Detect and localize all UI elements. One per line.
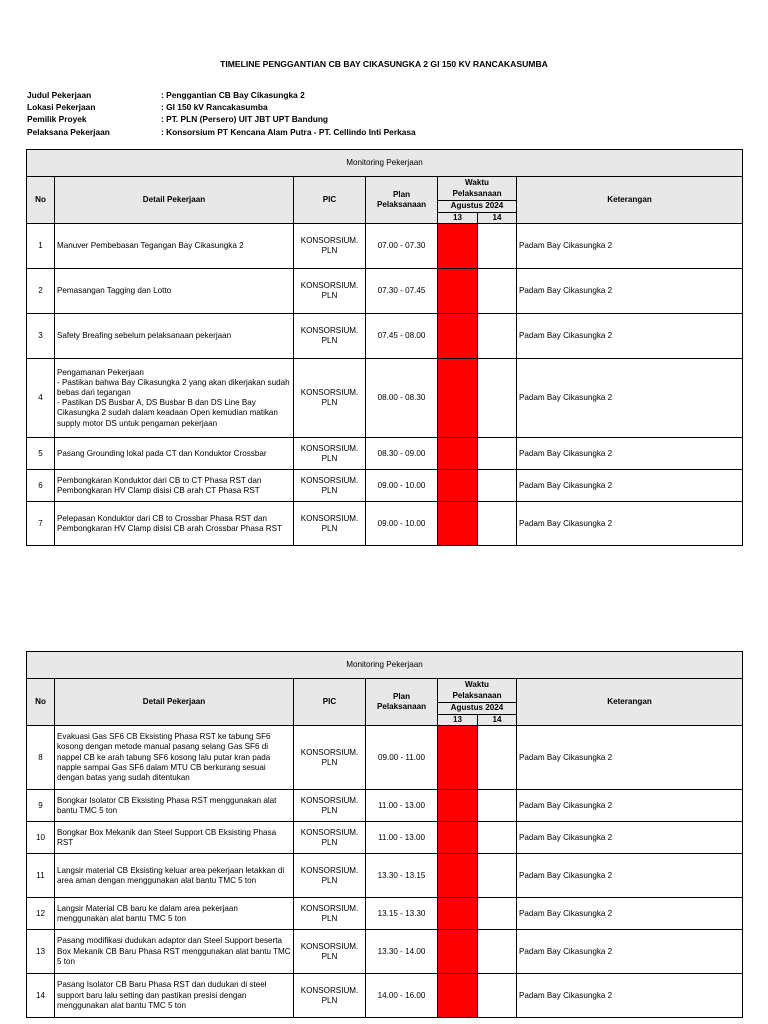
row-detail: Bongkar Box Mekanik dan Steel Support CB Eksisting Phasa RST — [55, 822, 294, 854]
timeline-cell-day-14 — [478, 359, 517, 438]
row-plan: 11.00 - 13.00 — [366, 790, 438, 822]
timeline-bar-day-13 — [438, 470, 478, 502]
row-no: 10 — [27, 822, 55, 854]
timeline-bar-day-13 — [438, 224, 478, 269]
table-row — [27, 438, 743, 470]
row-no: 6 — [27, 470, 55, 502]
project-info-label: Judul Pekerjaan — [27, 90, 92, 100]
row-plan: 09.00 - 10.00 — [366, 502, 438, 546]
row-detail: Pasang modifikasi dudukan adaptor dan Steel Support beserta Box Mekanik CB Baru Phasa RST menggunakan alat bantu TMC 5 ton — [55, 930, 294, 974]
row-no: 1 — [27, 224, 55, 269]
row-detail: Langsir Material CB baru ke dalam area pekerjaan menggunakan alat bantu TMC 5 ton — [55, 898, 294, 930]
project-info-row — [27, 126, 416, 138]
row-detail: Pasang Grounding lokal pada CT dan Konduktor Crossbar — [55, 438, 294, 470]
timeline-bar-day-13 — [438, 314, 478, 359]
table-row — [27, 224, 743, 269]
row-plan: 14.00 - 16.00 — [366, 974, 438, 1018]
monitoring-table-2 — [26, 651, 743, 1018]
row-detail: Pasang Isolator CB Baru Phasa RST dan dudukan di steel support baru lalu setting dan pastikan presisi dengan menggunakan alat bantu TMC 5 ton — [55, 974, 294, 1018]
row-plan: 08.30 - 09.00 — [366, 438, 438, 470]
timeline-cell-day-14 — [478, 502, 517, 546]
table-row — [27, 269, 743, 314]
row-detail: Pemasangan Tagging dan Lotto — [55, 269, 294, 314]
col-header-no: No — [27, 679, 55, 726]
row-no: 7 — [27, 502, 55, 546]
col-header-detail: Detail Pekerjaan — [55, 679, 294, 726]
row-keterangan: Padam Bay Cikasungka 2 — [517, 359, 743, 438]
row-plan: 13.15 - 13.30 — [366, 898, 438, 930]
col-header-month: Agustus 2024 — [438, 703, 517, 715]
row-pic: KONSORSIUM. PLN — [294, 438, 366, 470]
row-no: 8 — [27, 726, 55, 790]
monitoring-table-1 — [26, 149, 743, 546]
header-row — [27, 177, 743, 201]
row-keterangan: Padam Bay Cikasungka 2 — [517, 898, 743, 930]
timeline-cell-day-14 — [478, 314, 517, 359]
timeline-bar-day-13 — [438, 822, 478, 854]
col-header-plan: Plan Pelaksanaan — [366, 177, 438, 224]
col-header-month: Agustus 2024 — [438, 201, 517, 213]
timeline-cell-day-14 — [478, 224, 517, 269]
header-title-row — [27, 652, 743, 679]
row-pic: KONSORSIUM. PLN — [294, 974, 366, 1018]
col-header-no: No — [27, 177, 55, 224]
row-keterangan: Padam Bay Cikasungka 2 — [517, 438, 743, 470]
row-no: 12 — [27, 898, 55, 930]
project-info-value: : GI 150 kV Rancakasumba — [161, 102, 268, 113]
timeline-cell-day-14 — [478, 974, 517, 1018]
timeline-bar-day-13 — [438, 269, 478, 314]
row-pic: KONSORSIUM. PLN — [294, 822, 366, 854]
row-detail: Bongkar Isolator CB Eksisting Phasa RST menggunakan alat bantu TMC 5 ton — [55, 790, 294, 822]
table-row — [27, 822, 743, 854]
col-header-waktu: Waktu Pelaksanaan — [438, 177, 517, 201]
timeline-bar-day-13 — [438, 502, 478, 546]
timeline-cell-day-14 — [478, 930, 517, 974]
table-row — [27, 726, 743, 790]
row-no: 4 — [27, 359, 55, 438]
project-info-row — [27, 113, 416, 125]
col-header-plan: Plan Pelaksanaan — [366, 679, 438, 726]
project-info-row — [27, 89, 416, 101]
header-title-row — [27, 150, 743, 177]
row-keterangan: Padam Bay Cikasungka 2 — [517, 269, 743, 314]
row-plan: 11.00 - 13.00 — [366, 822, 438, 854]
table-header-title: Monitoring Pekerjaan — [27, 652, 743, 679]
col-header-waktu: Waktu Pelaksanaan — [438, 679, 517, 703]
row-pic: KONSORSIUM. PLN — [294, 790, 366, 822]
timeline-bar-day-13 — [438, 726, 478, 790]
row-plan: 08.00 - 08.30 — [366, 359, 438, 438]
row-detail: Langsir material CB Eksisting keluar area pekerjaan letakkan di area aman dengan menggunakan alat bantu TMC 5 ton — [55, 854, 294, 898]
row-detail: Evakuasi Gas SF6 CB Eksisting Phasa RST ke tabung SF6 kosong dengan metode manual pasang selang Gas SF6 di nappel CB ke arah tabung SF6 kosong lalu putar kran pada napple sampai Gas SF6 dalam MTU CB berkurang sesuai dengan batas yang sudah ditentukan — [55, 726, 294, 790]
row-plan: 13.30 - 14.00 — [366, 930, 438, 974]
header-row — [27, 679, 743, 703]
timeline-cell-day-14 — [478, 822, 517, 854]
table-row — [27, 359, 743, 438]
table-row — [27, 502, 743, 546]
row-no: 11 — [27, 854, 55, 898]
row-no: 2 — [27, 269, 55, 314]
row-keterangan: Padam Bay Cikasungka 2 — [517, 930, 743, 974]
col-header-day-14: 14 — [478, 715, 517, 726]
row-detail: Manuver Pembebasan Tegangan Bay Cikasungka 2 — [55, 224, 294, 269]
project-info-label: Pemilik Proyek — [27, 114, 87, 125]
row-pic: KONSORSIUM. PLN — [294, 502, 366, 546]
row-detail: Safety Breafing sebelum pelaksanaan pekerjaan — [55, 314, 294, 359]
col-header-pic: PIC — [294, 177, 366, 224]
col-header-day-13: 13 — [438, 715, 478, 726]
row-no: 5 — [27, 438, 55, 470]
timeline-bar-day-13 — [438, 930, 478, 974]
row-pic: KONSORSIUM. PLN — [294, 898, 366, 930]
col-header-keterangan: Keterangan — [517, 679, 743, 726]
row-pic: KONSORSIUM. PLN — [294, 726, 366, 790]
row-keterangan: Padam Bay Cikasungka 2 — [517, 224, 743, 269]
timeline-cell-day-14 — [478, 269, 517, 314]
row-plan: 07.30 - 07.45 — [366, 269, 438, 314]
row-no: 13 — [27, 930, 55, 974]
timeline-cell-day-14 — [478, 898, 517, 930]
timeline-cell-day-14 — [478, 854, 517, 898]
row-keterangan: Padam Bay Cikasungka 2 — [517, 822, 743, 854]
document-title: TIMELINE PENGGANTIAN CB BAY CIKASUNGKA 2 GI 150 KV RANCAKASUMBA — [220, 59, 548, 69]
row-pic: KONSORSIUM. PLN — [294, 854, 366, 898]
row-plan: 09.00 - 10.00 — [366, 470, 438, 502]
row-pic: KONSORSIUM. PLN — [294, 930, 366, 974]
col-header-pic: PIC — [294, 679, 366, 726]
project-info-label: Lokasi Pekerjaan — [27, 102, 96, 113]
row-keterangan: Padam Bay Cikasungka 2 — [517, 974, 743, 1018]
col-header-detail: Detail Pekerjaan — [55, 177, 294, 224]
table-row — [27, 854, 743, 898]
row-keterangan: Padam Bay Cikasungka 2 — [517, 470, 743, 502]
row-keterangan: Padam Bay Cikasungka 2 — [517, 502, 743, 546]
row-plan: 07.45 - 08.00 — [366, 314, 438, 359]
row-pic: KONSORSIUM. PLN — [294, 224, 366, 269]
table-header-title: Monitoring Pekerjaan — [27, 150, 743, 177]
timeline-bar-day-13 — [438, 790, 478, 822]
col-header-keterangan: Keterangan — [517, 177, 743, 224]
row-keterangan: Padam Bay Cikasungka 2 — [517, 726, 743, 790]
project-info-value: : Penggantian CB Bay Cikasungka 2 — [161, 90, 305, 100]
timeline-bar-day-13 — [438, 438, 478, 470]
row-no: 14 — [27, 974, 55, 1018]
row-pic: KONSORSIUM. PLN — [294, 359, 366, 438]
row-pic: KONSORSIUM. PLN — [294, 314, 366, 359]
row-detail: Pembongkaran Konduktor dari CB to CT Phasa RST dan Pembongkaran HV Clamp disisi CB arah CT Phasa RST — [55, 470, 294, 502]
project-info-row — [27, 101, 416, 113]
row-keterangan: Padam Bay Cikasungka 2 — [517, 314, 743, 359]
table-row — [27, 314, 743, 359]
row-plan: 07.00 - 07.30 — [366, 224, 438, 269]
timeline-bar-day-13 — [438, 898, 478, 930]
table-row — [27, 974, 743, 1018]
row-pic: KONSORSIUM. PLN — [294, 269, 366, 314]
timeline-bar-day-13 — [438, 854, 478, 898]
row-plan: 13.30 - 13.15 — [366, 854, 438, 898]
row-plan: 09.00 - 11.00 — [366, 726, 438, 790]
row-detail: Pengamanan Pekerjaan - Pastikan bahwa Bay Cikasungka 2 yang akan dikerjakan sudah bebas dari tegangan - Pastikan DS Busbar A, DS Busbar B dan DS Line Bay Cikasungka 2 sudah dalam keadaan Open kemudian matikan supply motor DS untuk pengaman pekerjaan — [55, 359, 294, 438]
timeline-bar-day-13 — [438, 974, 478, 1018]
row-keterangan: Padam Bay Cikasungka 2 — [517, 854, 743, 898]
timeline-cell-day-14 — [478, 790, 517, 822]
timeline-cell-day-14 — [478, 470, 517, 502]
table-row — [27, 470, 743, 502]
table-row — [27, 790, 743, 822]
timeline-cell-day-14 — [478, 726, 517, 790]
row-pic: KONSORSIUM. PLN — [294, 470, 366, 502]
row-keterangan: Padam Bay Cikasungka 2 — [517, 790, 743, 822]
project-info — [27, 89, 416, 138]
col-header-day-14: 14 — [478, 213, 517, 224]
timeline-bar-day-13 — [438, 359, 478, 438]
row-no: 3 — [27, 314, 55, 359]
timeline-cell-day-14 — [478, 438, 517, 470]
project-info-label: Pelaksana Pekerjaan — [27, 126, 110, 137]
table-row — [27, 930, 743, 974]
row-no: 9 — [27, 790, 55, 822]
project-info-value: : PT. PLN (Persero) UIT JBT UPT Bandung — [161, 114, 329, 125]
project-info-value: : Konsorsium PT Kencana Alam Putra - PT. Cellindo Inti Perkasa — [161, 126, 416, 137]
row-detail: Pelepasan Konduktor dari CB to Crossbar Phasa RST dan Pembongkaran HV Clamp disisi CB arah Crossbar Phasa RST — [55, 502, 294, 546]
table-row — [27, 898, 743, 930]
col-header-day-13: 13 — [438, 213, 478, 224]
